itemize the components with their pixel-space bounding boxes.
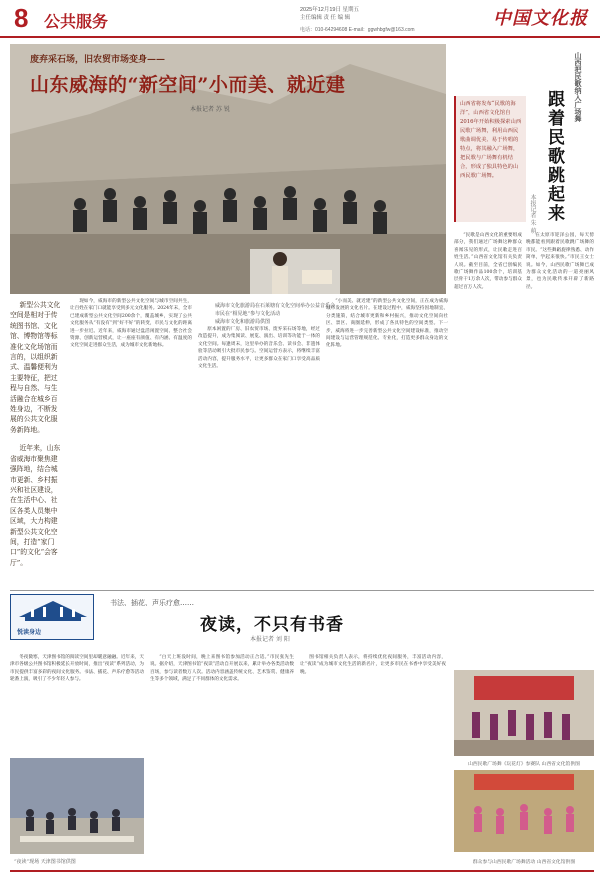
- masthead: [0, 0, 600, 38]
- folk-dance-stage-photo: [454, 670, 594, 756]
- right-kicker: 山西把民歌纳入广场舞: [574, 52, 583, 122]
- lower-body-column: [10, 654, 144, 754]
- date-line: [300, 6, 450, 22]
- editorial-paragraph: 新型公共文化空间是相对于传统图书馆、文化馆、博物馆等标准化文化场馆而言的，以组织新式、温馨便利为主要特征，把过程与自然、与生活融合在城乡百姓身边，不断发展的公共文化服务新阵地。: [10, 301, 61, 434]
- right-body-text: 在太原市迎泽公园，每天傍晚都能看到跟着民歌跳广场舞的市民。“这些舞蹈旋律熟悉、动作简单，学起来很快。”市民王女士说。如今，山西民歌广场舞已成为群众文化活动的一道亮丽风景，也为民歌传承开辟了新路径。: [526, 233, 594, 290]
- feature-body-column: [70, 298, 192, 588]
- feature-photo-block: [10, 44, 446, 294]
- stage-illustration: [454, 670, 594, 756]
- night-reading-photo: [10, 758, 144, 854]
- newspaper-logo: 中国文化报: [493, 8, 588, 29]
- section-title: 公共服务: [44, 14, 109, 31]
- photo-caption: “夜读”现场 天津图书馆供图: [14, 859, 76, 865]
- page-number: 8: [14, 3, 29, 33]
- editorial-sidebar: [10, 300, 64, 576]
- photo-caption: 山西民歌广场舞《玩花灯》参赛队 山西省文化馆供图: [468, 762, 580, 767]
- right-body-column: [454, 232, 522, 602]
- right-headline: 跟着民歌跳起来: [544, 90, 564, 223]
- lower-body-text: “白天上班没时间，晚上来图书馆参加活动正合适。”市民张先生说。据介绍，天津图书馆“夜读”活动自开展以来，累计举办各类活动数百场，参与读者数万人次。活动内容涵盖传统文化、艺术鉴赏、健康养生等多个领域，满足了不同群体的文化需求。: [150, 655, 294, 683]
- feature-headline: 山东威海的“新空间”小而美、就近建: [30, 74, 346, 96]
- feature-kicker: 废弃采石场，旧农贸市场变身——: [30, 55, 166, 65]
- reading-room-illustration: [10, 758, 144, 854]
- lower-kicker: 书法、插花、声乐疗愈……: [110, 599, 194, 607]
- feature-body-text: 原本闲置的厂房、旧农贸市场、废弃采石场等地，经过改造提升，成为集阅读、展览、演出、培训等功能于一体的文化空间。每逢周末，这里举办的音乐会、读书会、非遗体验等活动吸引大批市民参与。空间运营方表示，将继续丰富活动内容，提升服务水平，让更多群众在家门口享受高品质文化生活。: [198, 327, 320, 370]
- lower-article-header: [10, 594, 594, 650]
- bottom-rule: [10, 870, 594, 872]
- lower-body-column: [150, 654, 294, 864]
- column-logo-text: 悦读身边: [17, 629, 42, 636]
- feature-body-column: [198, 326, 320, 588]
- lower-body-text: 图书馆相关负责人表示，将持续优化夜间服务，丰富活动内容，让“夜读”成为城市文化生活的新名片，让更多市民在书香中享受美好夜晚。: [300, 655, 446, 675]
- caption-1: 威海市文化旅游局在石莱塘有文化空间举办公益音乐会: [215, 303, 336, 309]
- square-dance-photo: [454, 770, 594, 852]
- contact-line: 电话：010-64294608 E-mail：ggwhbgfw@163.com: [300, 27, 415, 33]
- photo-caption: 群众参与山西民歌广场舞活动 山西省文化馆供图: [472, 860, 576, 865]
- caption-source: 威海市文化和旅游局供图: [215, 319, 271, 325]
- right-pull-quote: [454, 96, 526, 222]
- right-body-text: “民歌是山西文化的重要组成部分，我们通过广场舞这种群众喜闻乐见的形式，让民歌走进百姓生活。”山西省文化馆有关负责人说。截至目前，全省已创编民歌广场舞作品100余个，培训基层骨干1万余人次，带动参与群众超过百万人次。: [454, 233, 522, 290]
- section-divider: [10, 590, 594, 591]
- lower-body-text: 冬夜微寒，天津图书馆的阅读空间里却暖意融融。近年来，天津市各级公共图书馆积极延长开放时间，推出“夜读”系列活动，为市民提供丰富多彩的夜间文化服务。书法、插花、声乐疗愈等活动轮番上演，吸引了不少年轻人参与。: [10, 655, 144, 683]
- right-body-column: [526, 232, 594, 602]
- date-text: 2025年12月19日 星期五: [300, 7, 359, 13]
- feature-body-text: 现如今，威海市的新型公共文化空间与城市空间共生，让百姓在家门口就能享受到多元文化服务。2024年末，全市已建成新型公共文化空间200余个，覆盖城乡，实现了公共文化服务从“有没有”到“好不好”的转变，市民与文化的距离进一步拉近。近年来，威海市通过盘活闲置空间、整合社会资源、创新运营模式，让一座座有颜值、有内涵、有温度的文化空间走进群众生活，成为城市文化新地标。: [70, 299, 192, 349]
- editor-text: 主任编辑 责 任 编 辑: [300, 15, 351, 21]
- editorial-paragraph: 近年来，山东省威海市聚焦建强阵地，结合城市更新、乡村振兴和社区建设，在生活中心、社区各类人员集中区域，大力构建新型公共文化空间，打造“家门口”的文化“会客厅”。: [10, 444, 61, 567]
- library-building-icon: [11, 595, 95, 625]
- feature-body-column: [326, 298, 448, 588]
- caption-2: 市民在“相见地”参与文化活动: [215, 311, 281, 317]
- square-dance-illustration: [454, 770, 594, 852]
- feature-byline: 本报记者 苏 锐: [190, 106, 230, 113]
- lower-body-column: [300, 654, 446, 864]
- lower-byline: 本报记者 刘 阳: [250, 636, 290, 643]
- pull-quote-text: 山西省将发布“民歌的海洋”，山西省文化馆自2016年开始积极探索山西民歌广场舞，利用山西民歌曲调优美、易于传唱的特点，将其融入广场舞，把民歌与广场舞有机结合，形成了独具特色的山西民歌广场舞。: [460, 101, 522, 179]
- feature-body-text: “小而美、就近建”的新型公共文化空间，正在成为威海城市发展的文化名片。在建设过程中，威海坚持因地制宜、分类施策，结合城市更新和乡村振兴，推动文化空间向社区、景区、商圈延伸，形成了各具特色的空间类型。下一步，威海将进一步完善新型公共文化空间建设标准，推动空间建设与运营管理规范化、专业化，打造更多群众身边的文化阵地。: [326, 299, 448, 349]
- right-article: [454, 44, 594, 604]
- column-logo: [10, 594, 94, 640]
- right-byline: 本报记者 朱 萌: [529, 194, 536, 234]
- lower-headline: 夜读，不只有书香: [200, 615, 344, 635]
